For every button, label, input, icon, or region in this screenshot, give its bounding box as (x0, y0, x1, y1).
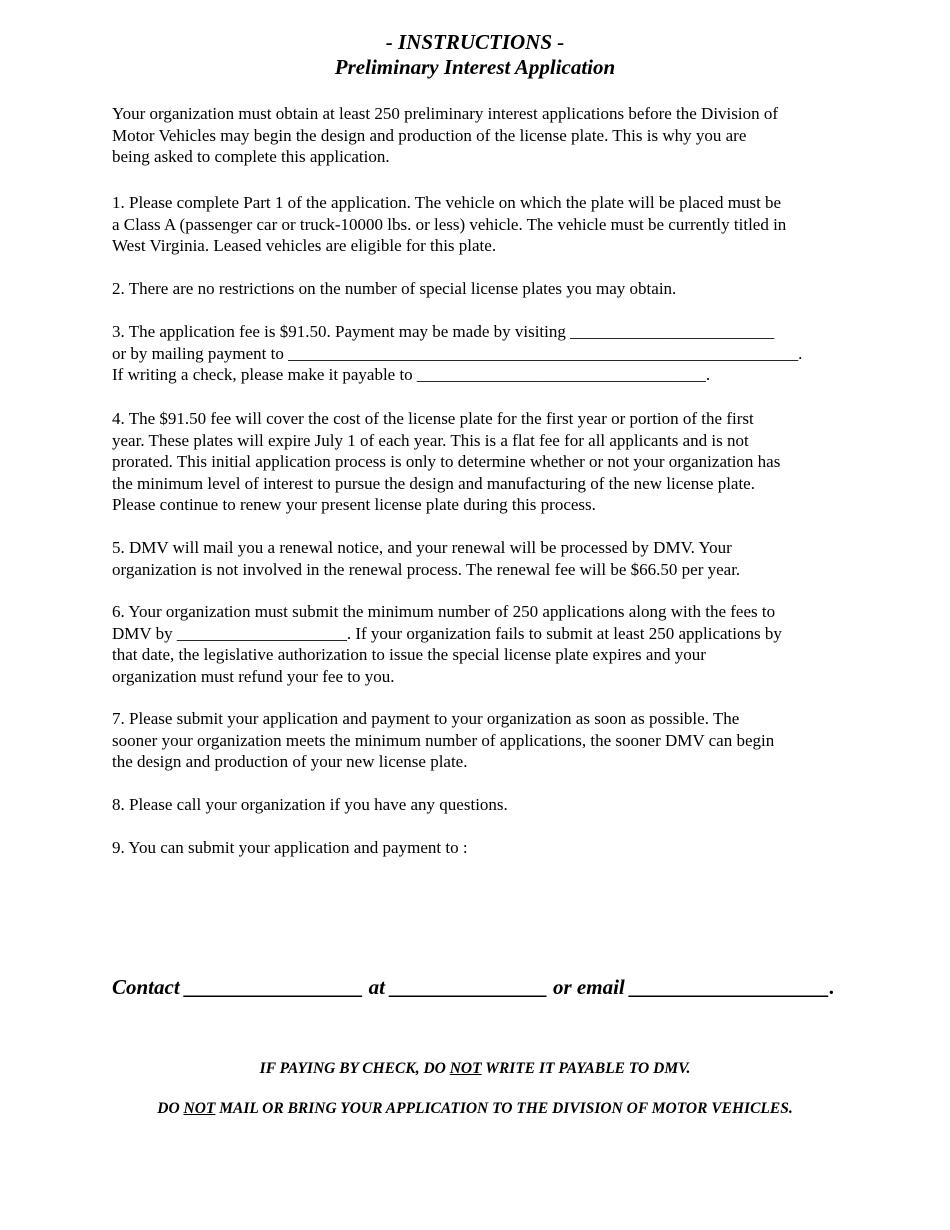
page-subtitle: Preliminary Interest Application (334, 55, 616, 79)
instruction-item-2: 2. There are no restrictions on the number of special license plates you may obtain. (112, 279, 677, 298)
instruction-item-1: 1. Please complete Part 1 of the application. The vehicle on which the plate will be placed must be a Class A (passenger car or truck-10000 lbs. or less) vehicle. The vehicle must be currently titled in West Virginia. Leased vehicles are eligible for this plate. (112, 193, 787, 255)
check-warning-text-after: WRITE IT PAYABLE TO DMV. (481, 1060, 691, 1077)
page-title: - INSTRUCTIONS - (385, 30, 565, 54)
instruction-item-9: 9. You can submit your application and payment to : (112, 838, 468, 857)
mail-warning (0, 1099, 950, 1119)
check-warning-text-before: IF PAYING BY CHECK, DO (259, 1060, 450, 1077)
instruction-item-4: 4. The $91.50 fee will cover the cost of the license plate for the first year or portion of the first year. These plates will expire July 1 of each year. This is a flat fee for all applicants and is not prorated. This initial application process is only to determine whether or not your organization has the minimum level of interest to pursue the design and manufacturing of the new license plate. Please continue to renew your present license plate during this process. (112, 409, 781, 514)
instruction-item-6: 6. Your organization must submit the minimum number of 250 applications along with the fees to DMV by ____________________. If your organization fails to submit at least 250 applications by that date, the legislative authorization to issue the special license plate expires and your organization must refund your fee to you. (112, 602, 782, 686)
contact-line: Contact _________________ at _______________ or email ___________________. (112, 975, 835, 999)
check-payable-warning (0, 1059, 950, 1079)
intro-paragraph: Your organization must obtain at least 250 preliminary interest applications before the Division of Motor Vehicles may begin the design and production of the license plate. This is why you are being asked to complete this application. (112, 104, 779, 166)
instruction-item-3: 3. The application fee is $91.50. Payment may be made by visiting ________________________ or by mailing payment to ____________________________________________________________. If writing a check, please make it payable to __________________________________. (112, 322, 803, 384)
check-warning-emphasis: NOT (449, 1060, 482, 1077)
mail-warning-emphasis: NOT (183, 1100, 216, 1117)
instruction-item-7: 7. Please submit your application and payment to your organization as soon as possible. The sooner your organization meets the minimum number of applications, the sooner DMV can begin the design and production of your new license plate. (112, 709, 775, 771)
instruction-item-8: 8. Please call your organization if you have any questions. (112, 795, 508, 814)
mail-warning-text-after: MAIL OR BRING YOUR APPLICATION TO THE DIVISION OF MOTOR VEHICLES. (215, 1100, 793, 1117)
instruction-item-5: 5. DMV will mail you a renewal notice, and your renewal will be processed by DMV. Your organization is not involved in the renewal process. The renewal fee will be $66.50 per year. (112, 538, 741, 579)
mail-warning-text-before: DO (157, 1100, 184, 1117)
